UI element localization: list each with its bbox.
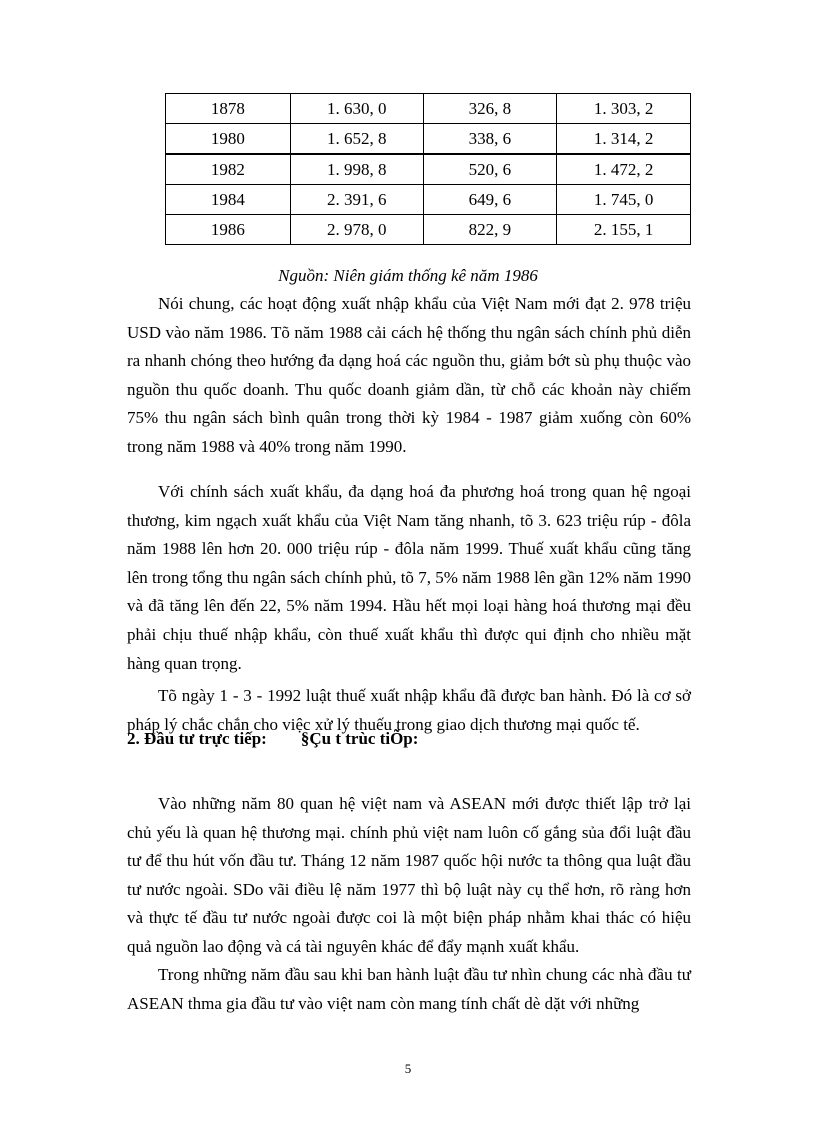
table-cell-year: 1982 [166,154,291,185]
table-row [166,124,691,155]
table-cell: 1. 630, 0 [290,94,423,124]
statistics-table [165,93,691,245]
table-cell: 1. 472, 2 [557,154,691,185]
table-cell: 822, 9 [423,215,557,245]
body-paragraph: Vào những năm 80 quan hệ việt nam và ASEAN mới được thiết lập trở lại chủ yếu là quan hệ thương mại. chính phủ việt nam luôn cố gắng sủa đổi luật đầu tư để thu hút vốn đầu tư. Tháng 12 năm 1987 quốc hội nước ta thông qua luật đầu tư nước ngoài. SDo vãi điều lệ năm 1977 thì bộ luật này cụ thể hơn, rõ ràng hơn và thực tế đầu tư nước ngoài được coi là một biện pháp nhằm khai thác có hiệu quả nguồn lao động và cá tài nguyên khác để đẩy mạnh xuất khẩu. [127,794,691,956]
table-row [166,94,691,124]
section-heading [127,729,418,749]
section-heading-text: 2. Đầu tư trực tiếp: [127,729,267,748]
table-cell: 1. 745, 0 [557,185,691,215]
table-cell: 520, 6 [423,154,557,185]
table-cell: 326, 8 [423,94,557,124]
table-cell: 1. 303, 2 [557,94,691,124]
page-number: 5 [404,1061,412,1076]
section-heading-legacy-text: §Çu t trùc tiÕp: [300,729,419,748]
table-source-caption: Nguồn: Niên giám thống kê năm 1986 [278,266,538,285]
table-cell: 649, 6 [423,185,557,215]
table-cell-year: 1986 [166,215,291,245]
table-cell: 1. 998, 8 [290,154,423,185]
table-cell: 2. 391, 6 [290,185,423,215]
table-row [166,215,691,245]
table-row [166,154,691,185]
body-paragraph: Trong những năm đầu sau khi ban hành luật đầu tư nhìn chung các nhà đầu tư ASEAN thma gia đầu tư vào việt nam còn mang tính chất dè dặt với những [127,965,691,1013]
table-cell-year: 1984 [166,185,291,215]
body-paragraph: Với chính sách xuất khẩu, đa dạng hoá đa phương hoá trong quan hệ ngoại thương, kim ngạch xuất khẩu của Việt Nam tăng nhanh, tõ 3. 623 triệu rúp - đôla năm 1988 lên hơn 20. 000 triệu rúp - đôla năm 1999. Thuế xuất khẩu cũng tăng lên trong tổng thu ngân sách chính phủ, tõ 7, 5% năm 1988 lên gần 12% năm 1990 và đã tăng lên đến 22, 5% năm 1994. Hầu hết mọi loại hàng hoá thương mại đều phải chịu thuế nhập khẩu, còn thuế xuất khẩu thì được qui định cho nhiều mặt hàng quan trọng. [127,482,691,673]
body-paragraph: Tõ ngày 1 - 3 - 1992 luật thuế xuất nhập khẩu đã được ban hành. Đó là cơ sở pháp lý chắc chắn cho việc xử lý thuếu trong giao dịch thương mại quốc tế. [127,686,691,734]
table-cell: 1. 314, 2 [557,124,691,155]
table-cell-year: 1878 [166,94,291,124]
table-row [166,185,691,215]
body-paragraph: Nói chung, các hoạt động xuất nhập khẩu của Việt Nam mới đạt 2. 978 triệu USD vào năm 1986. Tõ năm 1988 cải cách hệ thống thu ngân sách chính phủ diễn ra nhanh chóng theo hướng đa dạng hoá các nguồn thu, giảm bớt sù phụ thuộc vào nguồn thu quốc doanh. Thu quốc doanh giảm dần, từ chỗ các khoản này chiếm 75% thu ngân sách bình quân trong thời kỳ 1984 - 1987 giảm xuống còn 60% trong năm 1988 và 40% trong năm 1990. [127,294,691,456]
table-cell: 2. 155, 1 [557,215,691,245]
table-cell-year: 1980 [166,124,291,155]
table-cell: 2. 978, 0 [290,215,423,245]
table-cell: 1. 652, 8 [290,124,423,155]
table-cell: 338, 6 [423,124,557,155]
